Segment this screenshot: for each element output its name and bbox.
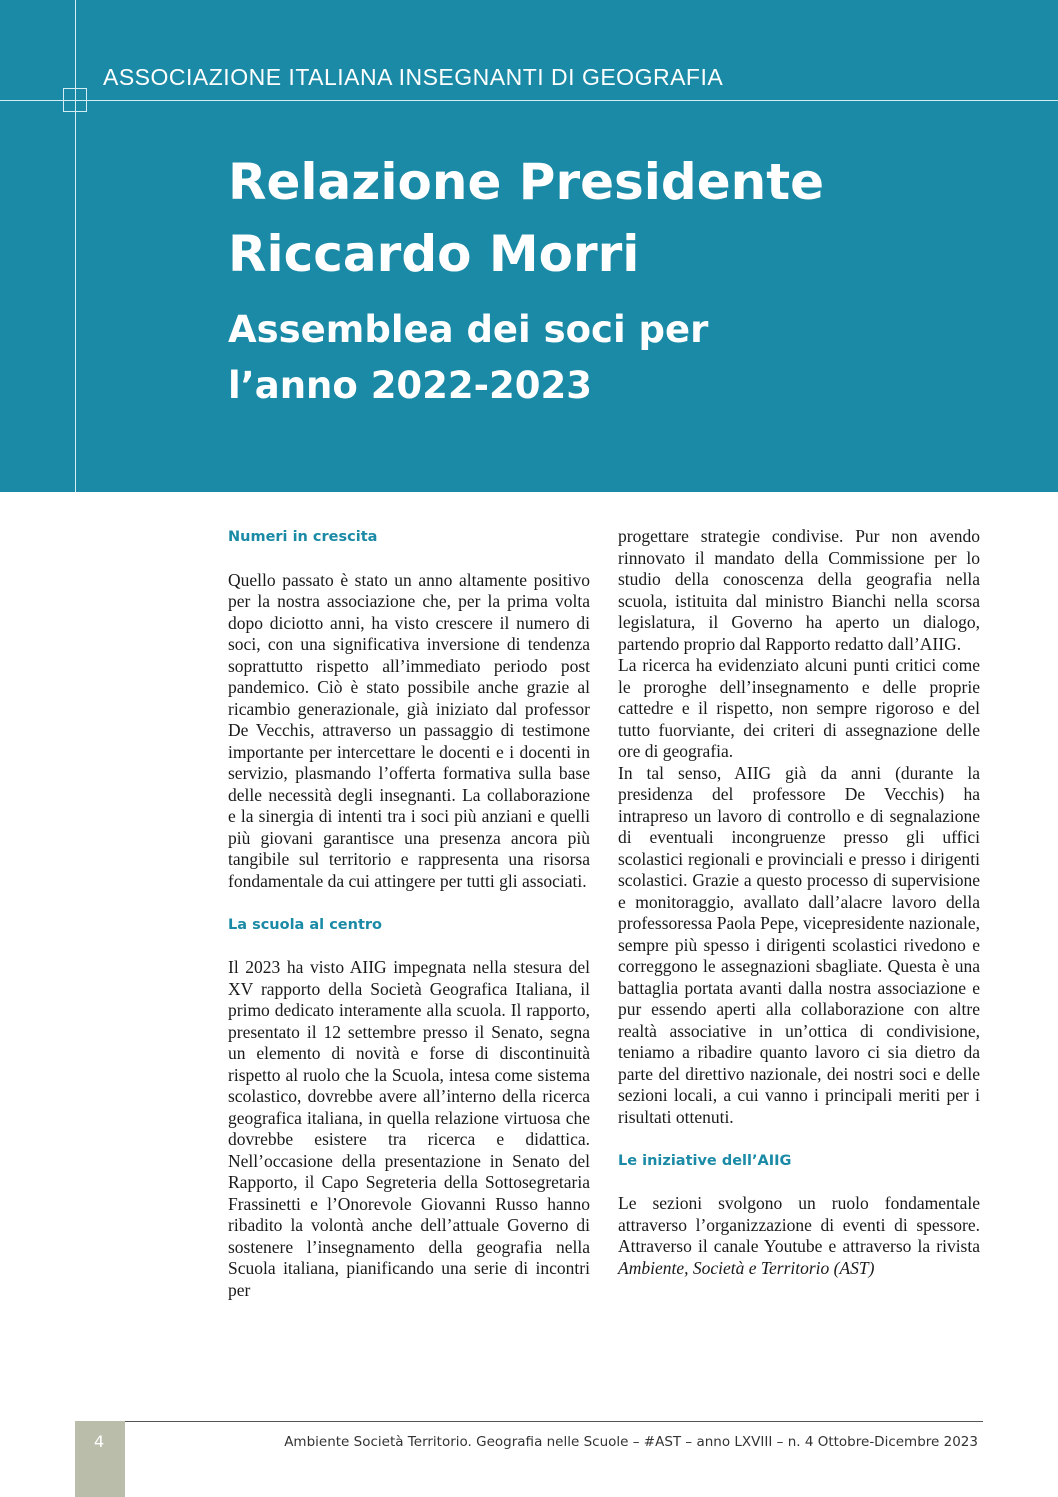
paragraph	[618, 1193, 980, 1279]
footer-journal-info: Ambiente Società Territorio. Geografia nelle Scuole – #AST – anno LXVIII – n. 4 Ottobre-Dicembre 2023	[284, 1434, 978, 1450]
footer-divider	[75, 1421, 983, 1422]
article-title	[228, 146, 1028, 290]
title-line-2: Riccardo Morri	[228, 225, 640, 283]
paragraph: La ricerca ha evidenziato alcuni punti critici come le proroghe dell’insegnamento e delle proprie cattedre e il rispetto, non sempre rigoroso e del tutto fuorviante, dei criteri di assegnazione delle ore di geografia.	[618, 655, 980, 761]
text-column-right	[618, 526, 980, 1279]
title-line-1: Relazione Presidente	[228, 153, 825, 211]
page-number: 4	[94, 1432, 105, 1451]
guide-line-vertical	[75, 0, 76, 492]
paragraph-text: Le sezioni svolgono un ruolo fondamentale attraverso l’organizzazione di eventi di spessore. Attraverso il canale Youtube e attraverso la rivista	[618, 1193, 980, 1256]
crosshair-square	[63, 88, 87, 112]
article-subtitle	[228, 302, 1028, 414]
paragraph: In tal senso, AIIG già da anni (durante la presidenza del professore De Vecchis) ha intrapreso un lavoro di controllo e di segnalazione di eventuali incongruenze presso gli uffici scolastici regionali e provinciali e presso i dirigenti scolastici. Grazie a questo processo di supervisione e monitoraggio, avallato dall’alacre lavoro della professoressa Paola Pepe, vicepresidente nazionale, sempre più spesso i dirigenti scolastici rivedono e correggono le assegnazioni sbagliate. Questa è una battaglia portata avanti dalla nostra associazione e pur essendo aperti alla collaborazione con altre realtà associative in un’ottica di condivisione, teniamo a ribadire quanto lavoro ci sia dietro da parte del direttivo nazionale, dei nostri soci e delle sezioni locali, a cui vanno i principali meriti per i risultati ottenuti.	[618, 762, 980, 1127]
section-heading: Le iniziative dell’AIIG	[618, 1152, 792, 1169]
header-banner	[0, 0, 1058, 492]
subtitle-line-1: Assemblea dei soci per	[228, 308, 709, 351]
guide-line-horizontal	[0, 100, 1058, 101]
association-name: ASSOCIAZIONE ITALIANA INSEGNANTI DI GEOGRAFIA	[103, 64, 724, 90]
subtitle-line-2: l’anno 2022-2023	[228, 364, 593, 407]
section-heading: Numeri in crescita	[228, 529, 378, 545]
paragraph: Il 2023 ha visto AIIG impegnata nella stesura del XV rapporto della Società Geografica Italiana, il primo dedicato interamente alla scuola. Il rapporto, presentato il 12 settembre presso il Senato, segna un elemento di novità e forse di discontinuità rispetto al ruolo che la Scuola, intesa come sistema scolastico, dovrebbe avere all’interno della ricerca geografica italiana, in quella relazione virtuosa che dovrebbe esistere tra ricerca e didattica. Nell’occasione della presentazione in Senato del Rapporto, il Capo Segreteria della Sottosegretaria Frassinetti e l’Onorevole Giovanni Russo hanno ribadito la volontà anche dell’attuale Governo di sostenere l’insegnamento della geografia nella Scuola italiana, pianificando una serie di incontri per	[228, 957, 590, 1300]
journal-title-italic: Ambiente, Società e Territorio (AST)	[618, 1257, 875, 1278]
section-heading: La scuola al centro	[228, 916, 382, 933]
paragraph: progettare strategie condivise. Pur non avendo rinnovato il mandato della Commissione per lo studio della conoscenza della geografia nella scuola, istituita dal ministro Bianchi nella scorsa legislatura, il Governo ha aperto un dialogo, partendo proprio dal Rapporto redatto dall’AIIG.	[618, 526, 980, 654]
text-column-left	[228, 526, 590, 1301]
paragraph: Quello passato è stato un anno altamente positivo per la nostra associazione che, per la prima volta dopo diciotto anni, ha visto crescere il numero di soci, con una significativa inversione di tendenza soprattutto rispetto all’immediato periodo post pandemico. Ciò è stato possibile anche grazie al ricambio generazionale, già iniziato dal professor De Vecchis, attraverso un passaggio di testimone importante per intercettare le docenti e i docenti in servizio, plasmando l’offerta formativa sulla base delle necessità degli insegnanti. La collaborazione e la sinergia di intenti tra i soci più anziani e quelli più giovani garantisce una presenza ancora più tangibile sul territorio e rappresenta una risorsa fondamentale da cui attingere per tutti gli associati.	[228, 569, 590, 891]
